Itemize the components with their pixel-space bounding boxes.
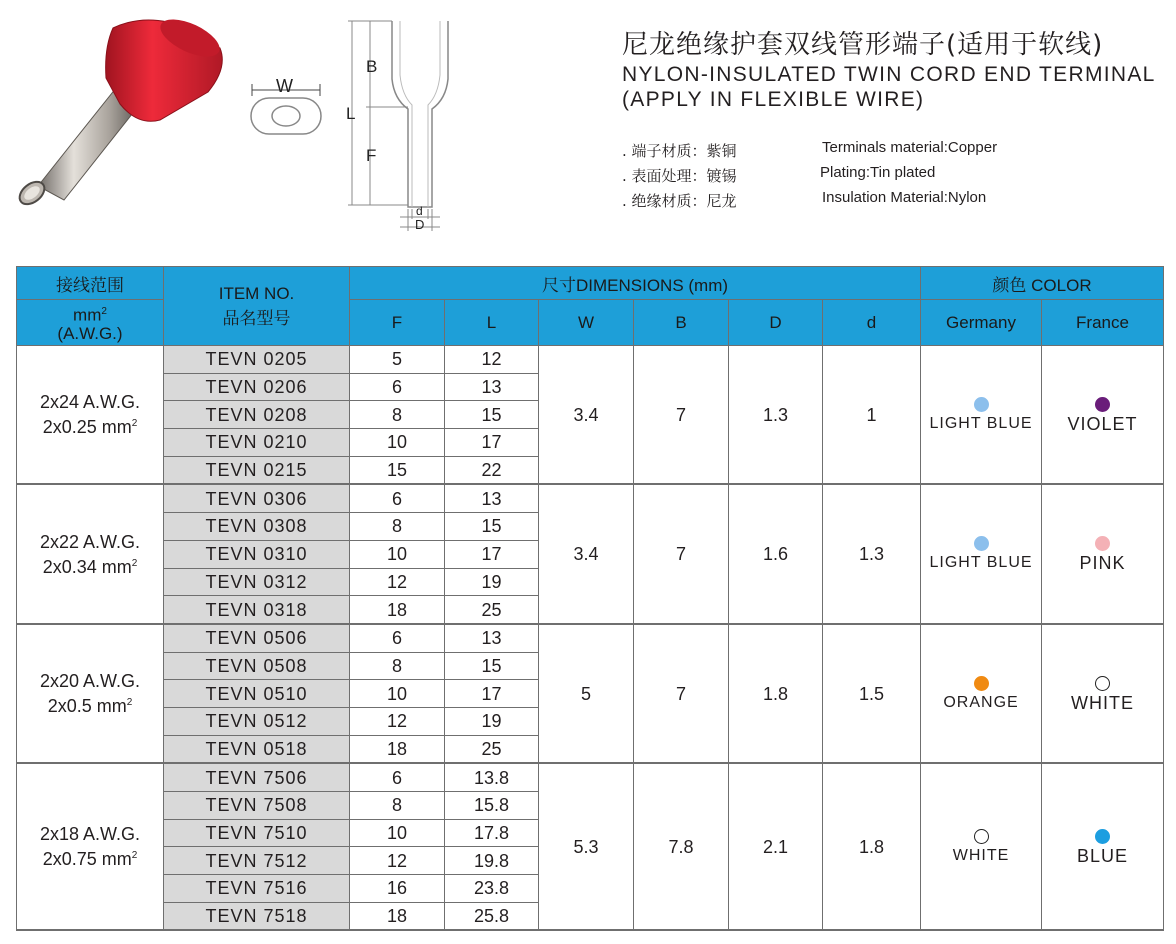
wire-range-awg: 2x20 A.W.G.	[39, 671, 141, 692]
header	[0, 0, 1176, 250]
item-number: TEVN 0208	[164, 401, 350, 429]
drawing-label-w: W	[276, 76, 293, 96]
drawing-label-l: L	[346, 104, 356, 123]
header-item-cn: 品名型号	[222, 308, 291, 328]
color-germany-swatch	[974, 829, 989, 844]
dim-small-d: 1.3	[823, 484, 921, 623]
item-number: TEVN 7518	[164, 902, 350, 930]
dim-f: 8	[350, 513, 445, 541]
item-number: TEVN 7508	[164, 792, 350, 820]
item-number: TEVN 7510	[164, 819, 350, 847]
dim-l: 13	[445, 484, 539, 512]
color-france-name: BLUE	[1077, 845, 1129, 866]
dim-small-d: 1.5	[823, 624, 921, 763]
wire-range-awg: 2x18 A.W.G.	[39, 824, 141, 845]
header-item	[164, 267, 350, 346]
dim-f: 12	[350, 707, 445, 735]
color-france-name: VIOLET	[1067, 413, 1138, 434]
spec-en-material: Terminals material:Copper	[822, 139, 998, 156]
color-germany-swatch	[974, 676, 989, 691]
spec-en-insulation: Insulation Material:Nylon	[822, 189, 987, 206]
title-chinese: 尼龙绝缘护套双线管形端子(适用于软线)	[622, 30, 1104, 60]
color-france-cell	[1042, 346, 1164, 485]
dim-f: 6	[350, 373, 445, 401]
color-germany-cell	[921, 624, 1042, 763]
wire-range-cell	[17, 346, 164, 485]
side-view-drawing	[340, 15, 460, 235]
dim-b: 7	[634, 346, 729, 485]
color-france-cell	[1042, 763, 1164, 930]
dim-b: 7	[634, 624, 729, 763]
dim-f: 8	[350, 401, 445, 429]
dim-f: 8	[350, 792, 445, 820]
wire-range-mm2-value: 2x0.5 mm	[47, 696, 127, 717]
wire-range-mm2	[17, 413, 163, 438]
dim-l: 13	[445, 624, 539, 652]
cross-section-drawing	[240, 70, 330, 140]
color-germany-swatch	[974, 536, 989, 551]
dim-w: 5	[539, 624, 634, 763]
color-germany-cell	[921, 346, 1042, 485]
wire-range-sup: 2	[131, 557, 138, 569]
dim-f: 12	[350, 568, 445, 596]
dim-big-d: 1.8	[729, 624, 823, 763]
wire-range-mm2-value: 2x0.25 mm	[42, 417, 132, 438]
header-color: 颜色 COLOR	[921, 267, 1164, 300]
dim-big-d: 2.1	[729, 763, 823, 930]
dim-l: 17	[445, 540, 539, 568]
drawing-label-b: B	[366, 57, 378, 76]
item-number: TEVN 7506	[164, 763, 350, 791]
dim-w: 5.3	[539, 763, 634, 930]
dim-b: 7.8	[634, 763, 729, 930]
spec-en-plating: Plating:Tin plated	[820, 164, 936, 181]
dim-l: 12	[445, 346, 539, 374]
item-number: TEVN 7512	[164, 847, 350, 875]
header-D: D	[729, 300, 823, 346]
color-germany-swatch	[974, 397, 989, 412]
dim-l: 15	[445, 652, 539, 680]
wire-range-sup: 2	[131, 850, 138, 862]
header-range-awg: (A.W.G.)	[57, 324, 123, 344]
dim-f: 10	[350, 540, 445, 568]
dim-l: 17	[445, 680, 539, 708]
header-range-mm: mm	[73, 305, 102, 325]
color-germany-name: LIGHT BLUE	[929, 554, 1033, 572]
dim-l: 13.8	[445, 763, 539, 791]
dim-l: 25.8	[445, 902, 539, 930]
color-france-swatch	[1095, 676, 1110, 691]
dim-f: 6	[350, 624, 445, 652]
dim-big-d: 1.6	[729, 484, 823, 623]
dim-l: 25	[445, 596, 539, 624]
dim-b: 7	[634, 484, 729, 623]
color-germany-name: ORANGE	[943, 693, 1019, 711]
dim-f: 10	[350, 680, 445, 708]
spec-cn-insulation: . 绝缘材质：尼龙	[622, 192, 737, 210]
color-france-name: PINK	[1079, 553, 1126, 574]
item-number: TEVN 0215	[164, 456, 350, 484]
dim-f: 18	[350, 735, 445, 763]
item-number: TEVN 0206	[164, 373, 350, 401]
dim-big-d: 1.3	[729, 346, 823, 485]
dim-l: 17	[445, 429, 539, 457]
color-france-swatch	[1095, 536, 1110, 551]
color-france-name: WHITE	[1071, 692, 1135, 713]
color-germany-name: WHITE	[952, 846, 1010, 864]
item-number: TEVN 0510	[164, 680, 350, 708]
dim-f: 5	[350, 346, 445, 374]
item-number: TEVN 0210	[164, 429, 350, 457]
spec-table	[16, 266, 1164, 931]
item-number: TEVN 7516	[164, 875, 350, 903]
dim-f: 18	[350, 596, 445, 624]
dim-l: 23.8	[445, 875, 539, 903]
header-d: d	[823, 300, 921, 346]
item-number: TEVN 0508	[164, 652, 350, 680]
table-body	[17, 346, 1164, 931]
wire-range-cell	[17, 763, 164, 930]
table-row	[17, 624, 1164, 652]
header-item-en: ITEM NO.	[218, 283, 295, 303]
wire-range-mm2	[17, 692, 163, 717]
drawing-label-d-big: D	[415, 217, 425, 232]
item-number: TEVN 0506	[164, 624, 350, 652]
item-number: TEVN 0306	[164, 484, 350, 512]
item-number: TEVN 0512	[164, 707, 350, 735]
title-english	[622, 62, 1156, 112]
spec-cn-plating: . 表面处理：镀锡	[622, 167, 737, 185]
item-number: TEVN 0318	[164, 596, 350, 624]
header-range-unit	[17, 300, 164, 346]
dim-f: 10	[350, 429, 445, 457]
dim-f: 8	[350, 652, 445, 680]
color-germany-name: LIGHT BLUE	[929, 414, 1033, 432]
wire-range-mm2-value: 2x0.34 mm	[42, 556, 132, 577]
wire-range-awg: 2x24 A.W.G.	[39, 392, 141, 413]
color-france-swatch	[1095, 829, 1110, 844]
wire-range-awg: 2x22 A.W.G.	[39, 531, 141, 552]
wire-range-sup: 2	[126, 697, 133, 709]
header-f: F	[350, 300, 445, 346]
header-france: France	[1042, 300, 1164, 346]
dim-l: 15	[445, 513, 539, 541]
dim-l: 19.8	[445, 847, 539, 875]
dim-l: 15	[445, 401, 539, 429]
color-france-swatch	[1095, 397, 1110, 412]
drawing-label-d-small: d	[416, 204, 423, 218]
drawing-label-f: F	[366, 146, 377, 165]
dim-l: 19	[445, 707, 539, 735]
title-english-line2: (APPLY IN FLEXIBLE WIRE)	[622, 88, 925, 111]
header-germany: Germany	[921, 300, 1042, 346]
dim-f: 6	[350, 484, 445, 512]
header-dimensions: 尺寸DIMENSIONS (mm)	[350, 267, 921, 300]
item-number: TEVN 0205	[164, 346, 350, 374]
header-range-sup: 2	[101, 305, 107, 317]
dim-l: 22	[445, 456, 539, 484]
header-w: W	[539, 300, 634, 346]
dim-w: 3.4	[539, 484, 634, 623]
spec-cn-material: . 端子材质：紫铜	[622, 142, 737, 160]
table-row	[17, 346, 1164, 374]
dim-small-d: 1	[823, 346, 921, 485]
dim-small-d: 1.8	[823, 763, 921, 930]
dim-f: 18	[350, 902, 445, 930]
color-france-cell	[1042, 624, 1164, 763]
dim-f: 16	[350, 875, 445, 903]
wire-range-cell	[17, 484, 164, 623]
wire-range-sup: 2	[131, 418, 138, 430]
dim-w: 3.4	[539, 346, 634, 485]
dim-l: 13	[445, 373, 539, 401]
header-range-cn: 接线范围	[17, 267, 164, 300]
title-english-line1: NYLON-INSULATED TWIN CORD END TERMINAL	[622, 63, 1156, 86]
dim-l: 15.8	[445, 792, 539, 820]
header-l: L	[445, 300, 539, 346]
color-germany-cell	[921, 484, 1042, 623]
dim-f: 15	[350, 456, 445, 484]
product-photo	[8, 8, 228, 208]
dim-f: 10	[350, 819, 445, 847]
table-row	[17, 763, 1164, 791]
table-row	[17, 484, 1164, 512]
dim-l: 17.8	[445, 819, 539, 847]
wire-range-mm2-value: 2x0.75 mm	[42, 849, 132, 870]
wire-range-mm2	[17, 553, 163, 578]
item-number: TEVN 0308	[164, 513, 350, 541]
item-number: TEVN 0518	[164, 735, 350, 763]
dim-l: 25	[445, 735, 539, 763]
header-b: B	[634, 300, 729, 346]
wire-range-cell	[17, 624, 164, 763]
dim-f: 12	[350, 847, 445, 875]
dim-l: 19	[445, 568, 539, 596]
item-number: TEVN 0310	[164, 540, 350, 568]
color-france-cell	[1042, 484, 1164, 623]
dim-f: 6	[350, 763, 445, 791]
wire-range-mm2	[17, 845, 163, 870]
item-number: TEVN 0312	[164, 568, 350, 596]
color-germany-cell	[921, 763, 1042, 930]
